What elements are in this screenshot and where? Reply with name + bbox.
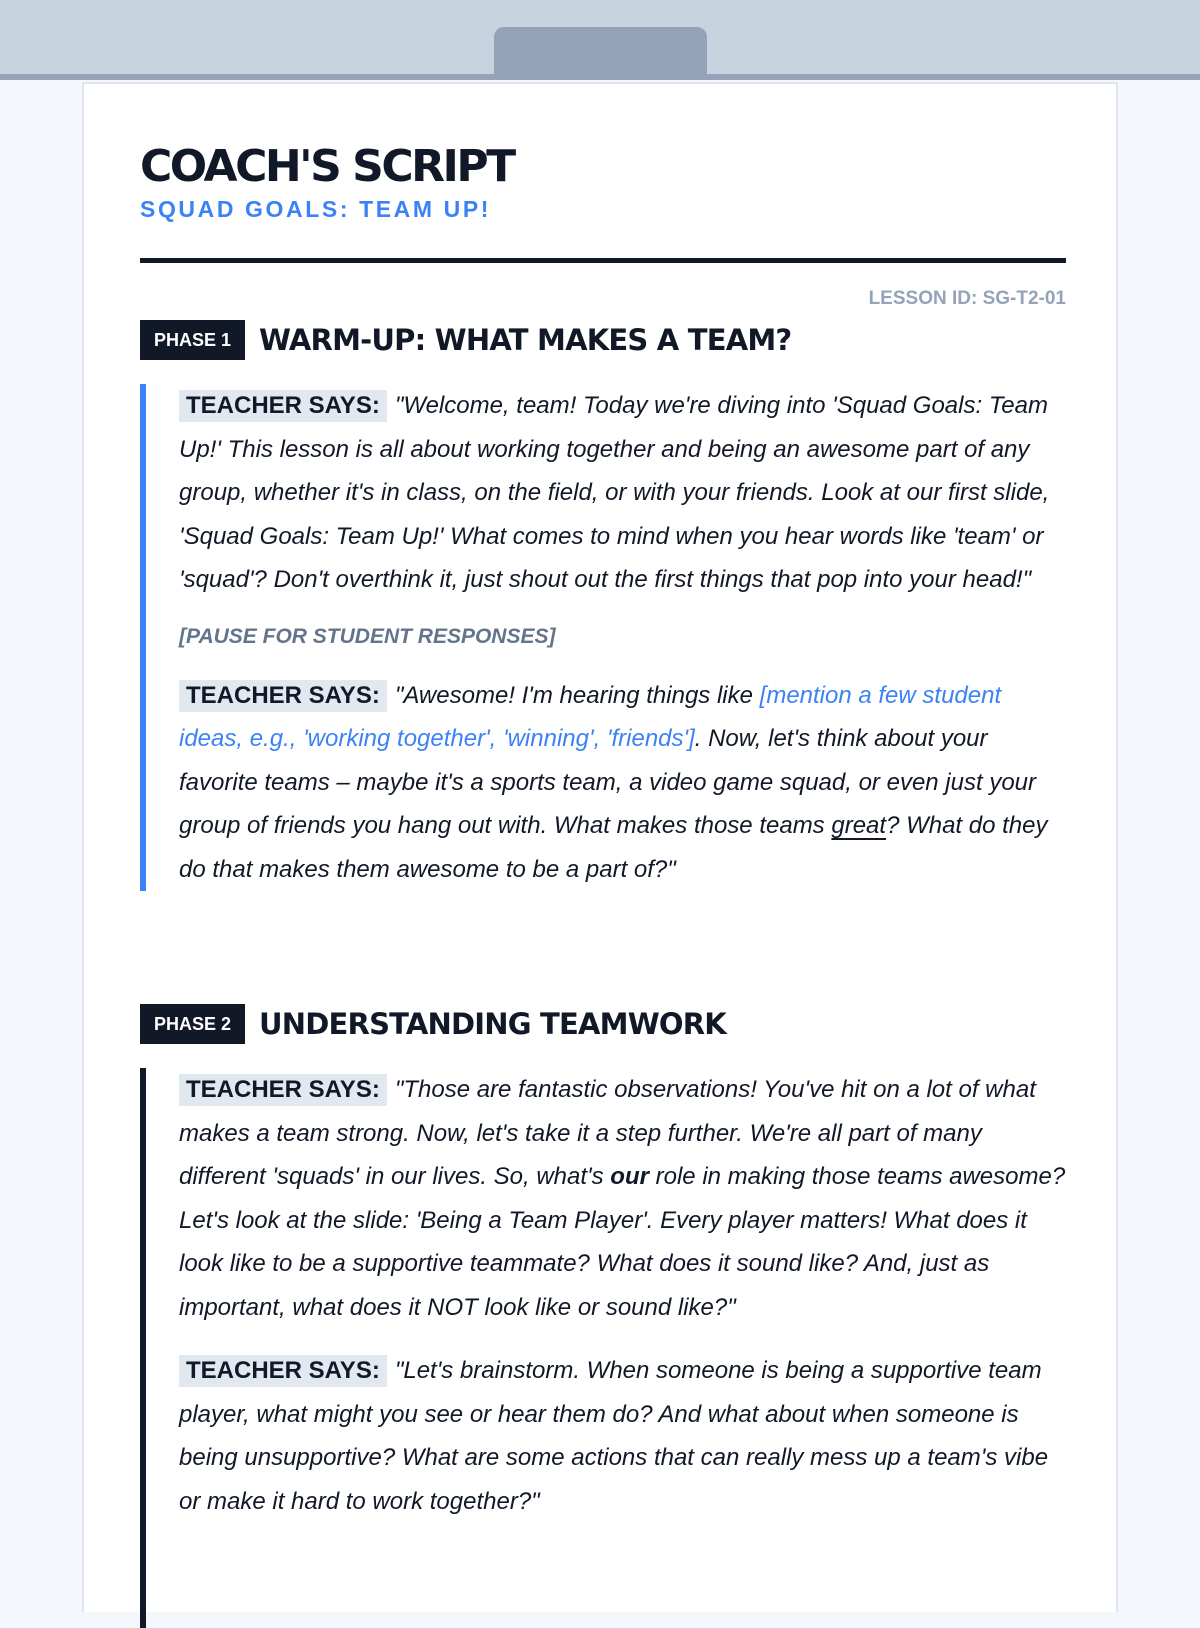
emphasized-word: our <box>610 1163 649 1190</box>
top-bar <box>0 0 1200 80</box>
script-text: "Those are fantastic observations! You've hit on a lot of what makes a team strong. Now, let's take it a step further. We're all part of many different 'squads' in our lives. So, what's <box>179 1076 1036 1190</box>
teacher-says-paragraph <box>179 1068 1066 1329</box>
teacher-says-label: TEACHER SAYS: <box>179 1074 387 1106</box>
lesson-subtitle: SQUAD GOALS: TEAM UP! <box>140 196 492 222</box>
lesson-id: LESSON ID: SG-T2-01 <box>868 288 1066 309</box>
teacher-says-paragraph <box>179 674 1066 892</box>
document-header <box>140 141 1066 309</box>
phase-1-script <box>140 384 1066 891</box>
script-text: . Now, let's think about your favorite teams – maybe it's a sports team, a video game squad, or even just your group of friends you hang out with. What makes those teams <box>179 725 1037 839</box>
page-title: COACH'S SCRIPT <box>140 141 514 192</box>
script-text: "Let's brainstorm. When someone is being a supportive team player, what might you see or hear them do? And what about when someone is being unsupportive? What are some actions that can really mess up a team's vibe or make it hard to work together?" <box>179 1357 1049 1515</box>
phase-2-heading <box>140 1004 1066 1044</box>
script-text: ? What do they do that makes them awesome to be a part of?" <box>179 812 1048 883</box>
teacher-says-label: TEACHER SAYS: <box>179 680 387 712</box>
teacher-says-paragraph <box>179 1349 1066 1523</box>
emphasized-word: great <box>831 812 887 839</box>
teacher-says-label: TEACHER SAYS: <box>179 390 387 422</box>
phase-badge: PHASE 2 <box>140 1004 245 1044</box>
clipboard-tab-handle <box>494 27 707 80</box>
teacher-prompt-placeholder: [mention a few student ideas, e.g., 'working together', 'winning', 'friends'] <box>179 681 1002 752</box>
script-text: "Welcome, team! Today we're diving into 'Squad Goals: Team Up!' This lesson is all about working together and being an awesome part of any group, whether it's in class, on the field, or with your friends. Look at our first slide, 'Squad Goals: Team Up!' What comes to mind when you hear words like 'team' or 'squad'? Don't overthink it, just shout out the first things that pop into your head!" <box>179 392 1050 593</box>
pause-cue: [PAUSE FOR STUDENT RESPONSES] <box>179 624 556 648</box>
script-text: "Awesome! I'm hearing things like <box>394 681 760 709</box>
phase-title: UNDERSTANDING TEAMWORK <box>259 1007 726 1041</box>
script-text: role in making those teams awesome? Let's look at the slide: 'Being a Team Player'. Every player matters! What does it look like to be a supportive teammate? What does it sound like? And, just as important, what does it NOT look like or sound like?" <box>179 1163 1066 1321</box>
header-divider <box>140 258 1066 263</box>
phase-badge: PHASE 1 <box>140 320 245 360</box>
phase-2-script <box>140 1068 1066 1628</box>
teacher-says-paragraph <box>179 384 1066 602</box>
phase-1-heading <box>140 320 1066 360</box>
teacher-says-label: TEACHER SAYS: <box>179 1355 387 1387</box>
paragraph-gap <box>179 1329 1066 1349</box>
script-page <box>82 82 1118 1612</box>
phase-title: WARM-UP: WHAT MAKES A TEAM? <box>259 323 792 357</box>
